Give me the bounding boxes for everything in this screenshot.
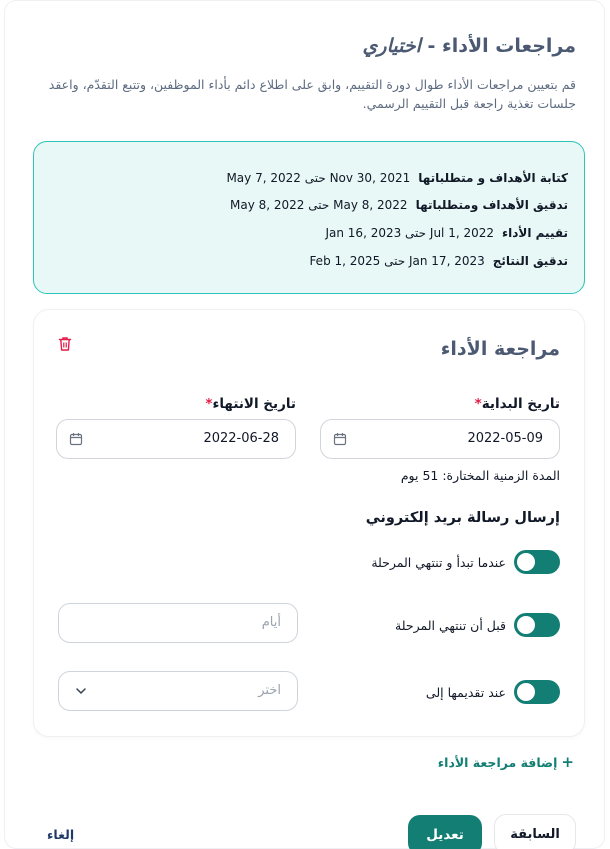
page-title (363, 35, 576, 57)
add-review-label: إضافة مراجعة الأداء (437, 754, 558, 770)
required-mark: * (205, 396, 213, 412)
cycle-timeline-box (33, 141, 585, 294)
start-date-label-text: تاريخ البداية (481, 396, 560, 412)
timeline-phase-label: تدقيق النتائج (492, 254, 568, 268)
email-section-heading: إرسال رسالة بريد إلكتروني (365, 510, 560, 526)
timeline-phase-range: Jul 1, 2022 حتى Jan 16, 2023 (325, 226, 495, 240)
review-card (33, 309, 585, 737)
select-placeholder: اختر (258, 683, 281, 698)
cancel-button[interactable]: إلغاء (47, 827, 75, 842)
start-date-field[interactable] (320, 419, 560, 459)
calendar-icon (69, 432, 83, 446)
end-date-value: 2022-06-28 (203, 431, 279, 446)
end-date-label-text: تاريخ الانتهاء (212, 396, 296, 412)
toggle-label: قبل أن تنتهي المرحلة (395, 617, 506, 633)
timeline-phase-label: تدقيق الأهداف ومتطلباتها (415, 198, 568, 212)
performance-reviews-panel (4, 0, 605, 849)
on-submission-toggle[interactable] (514, 680, 560, 704)
timeline-row (325, 226, 568, 240)
toggle-row-phase-start-end (371, 550, 560, 574)
page-title-optional: اختياري (362, 35, 421, 57)
before-phase-end-toggle[interactable] (514, 613, 560, 637)
timeline-row (226, 171, 568, 185)
recipient-select[interactable] (58, 671, 298, 711)
timeline-phase-label: كتابة الأهداف و متطلباتها (418, 171, 568, 185)
start-date-label (472, 396, 560, 412)
toggle-row-on-submission (426, 680, 560, 704)
plus-icon: + (561, 753, 574, 771)
previous-button[interactable]: السابقة (494, 814, 576, 849)
trash-icon[interactable] (58, 336, 72, 352)
selected-duration: المدة الزمنية المختارة: 51 يوم (400, 468, 560, 483)
page-description: قم بتعيين مراجعات الأداء طوال دورة التقييم، وابق على اطلاع دائم بأداء الموظفين، وتتبع التقدّم، واعقد جلسات تغذية راجعة قبل التقييم الرسمي. (48, 77, 576, 111)
review-card-title: مراجعة الأداء (440, 338, 560, 360)
toggle-row-before-phase-end (395, 613, 560, 637)
calendar-icon (333, 432, 347, 446)
days-input[interactable] (58, 603, 298, 643)
toggle-label: عند تقديمها إلى (425, 684, 506, 700)
edit-button[interactable]: تعديل (408, 815, 482, 849)
chevron-down-icon (75, 685, 87, 697)
timeline-phase-label: تقييم الأداء (502, 226, 568, 240)
add-review-link[interactable] (438, 753, 574, 771)
toggle-label: عندما تبدأ و تنتهي المرحلة (371, 554, 506, 570)
phase-start-end-toggle[interactable] (514, 550, 560, 574)
timeline-phase-range: Jan 17, 2023 حتى Feb 1, 2025 (309, 254, 485, 268)
timeline-phase-range: Nov 30, 2021 حتى May 7, 2022 (226, 171, 411, 185)
timeline-phase-range: May 8, 2022 حتى May 8, 2022 (230, 198, 408, 212)
end-date-field[interactable] (56, 419, 296, 459)
page-title-text: مراجعات الأداء - (427, 35, 576, 57)
required-mark: * (474, 396, 482, 412)
timeline-row (309, 254, 568, 268)
timeline-row (230, 198, 568, 212)
start-date-value: 2022-05-09 (467, 431, 543, 446)
end-date-label (202, 396, 296, 412)
days-placeholder: أيام (261, 615, 281, 630)
